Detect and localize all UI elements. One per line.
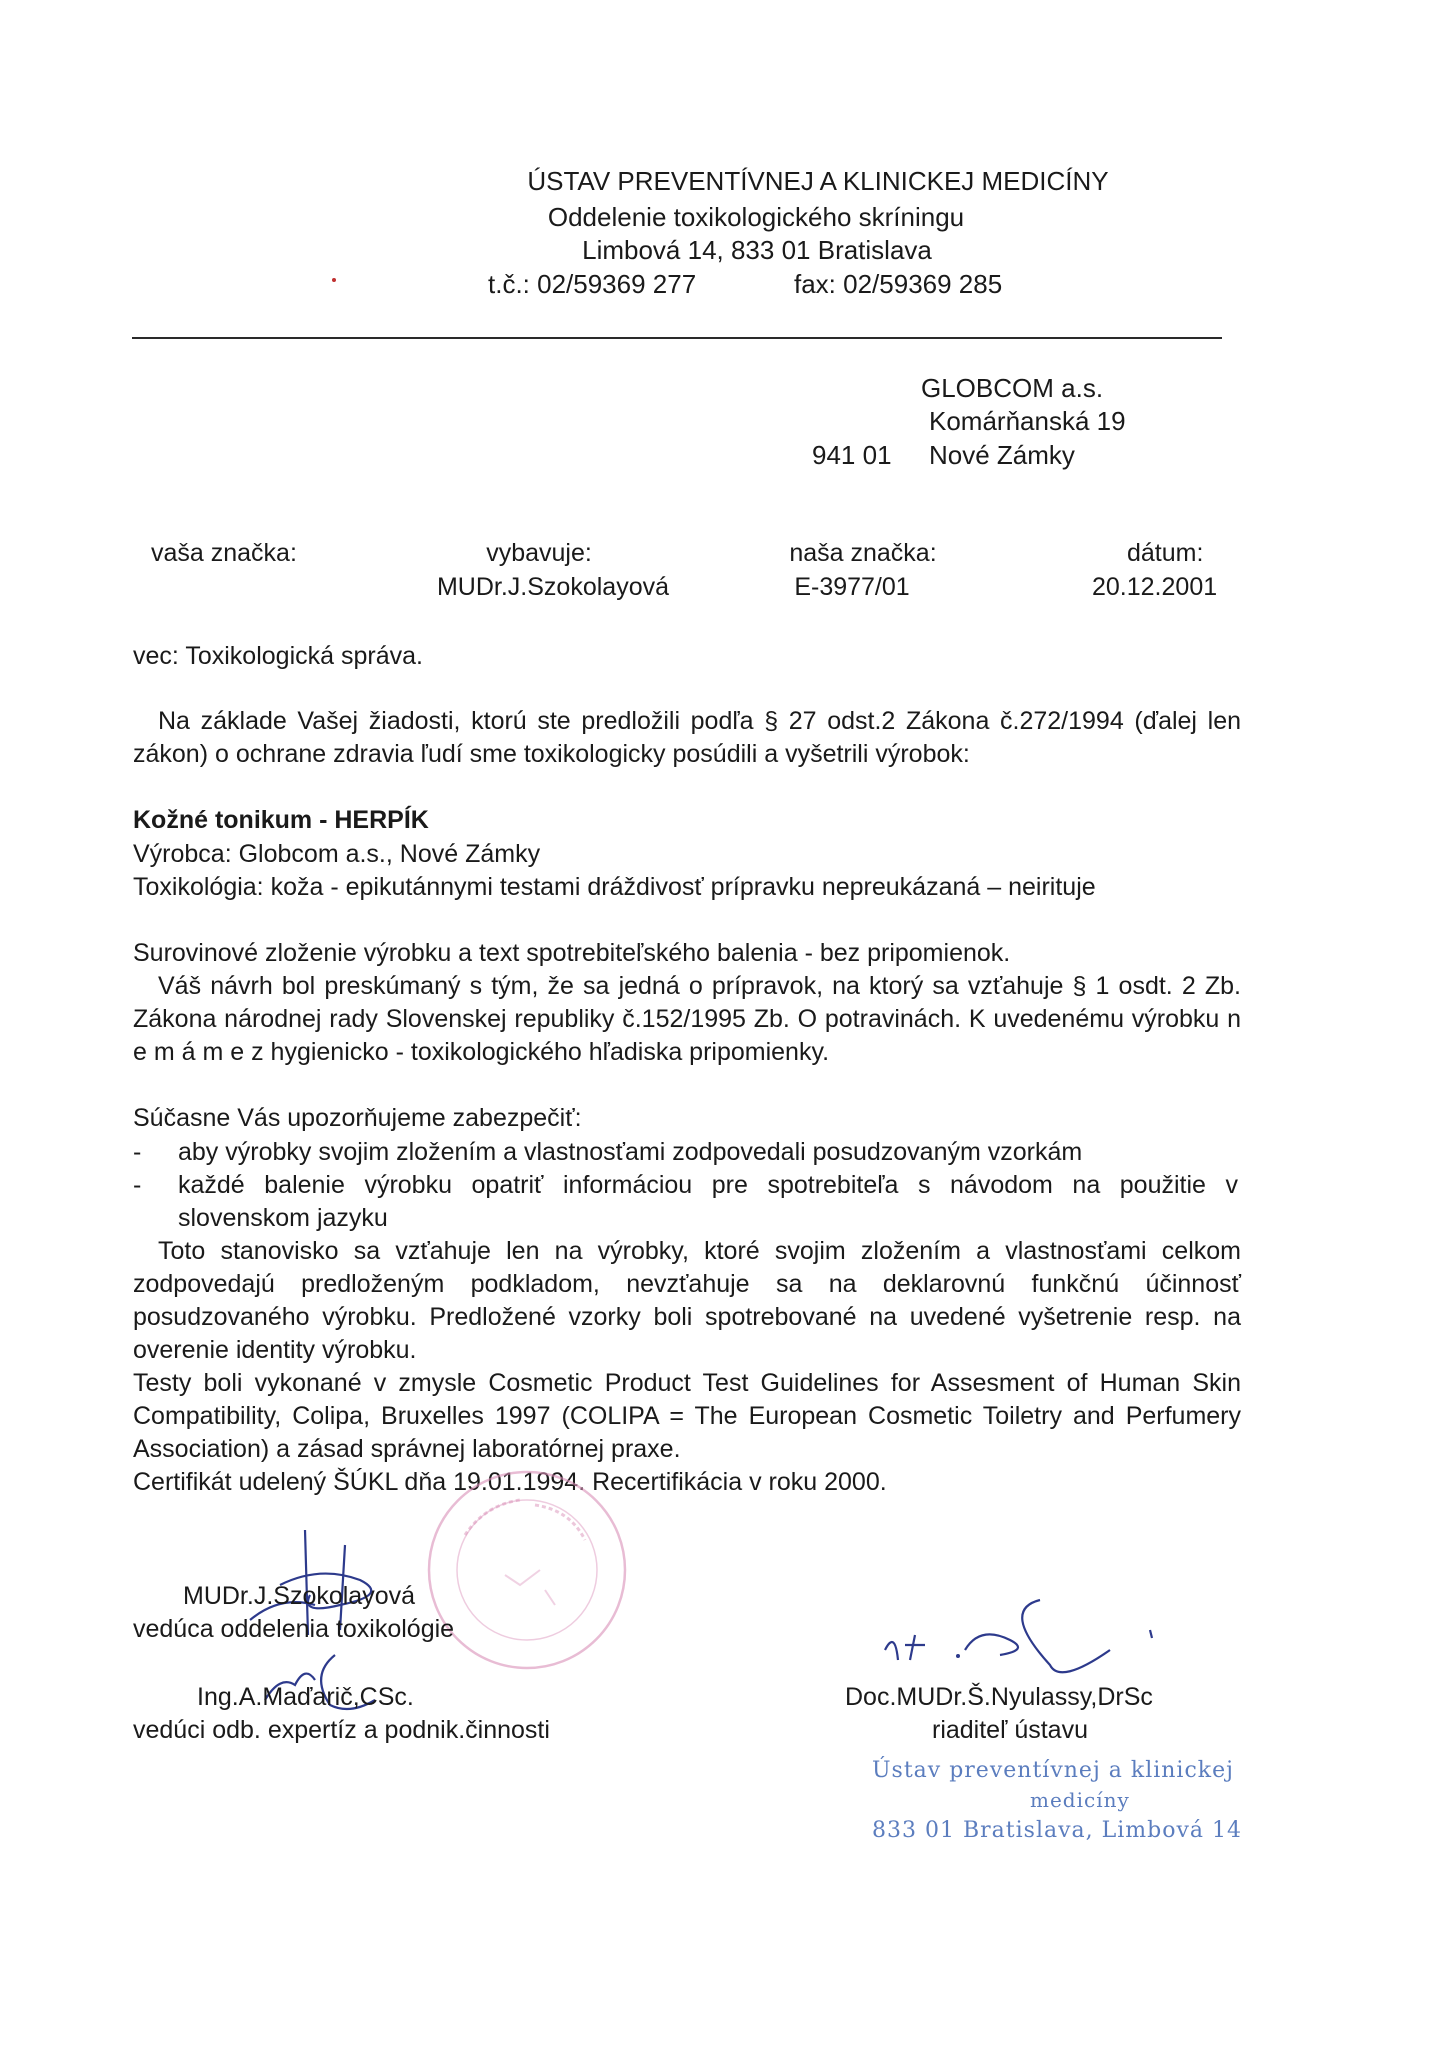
composition-line: Surovinové zloženie výrobku a text spotrebiteľského balenia - bez pripomienok. [133,939,1011,967]
signatory-2-name: Ing.A.Maďarič,CSc. [197,1683,414,1711]
recipient-postcode: 941 01 [812,440,892,470]
stamp-line-1: Ústav preventívnej a klinickej [872,1758,1234,1783]
header-rule [132,337,1222,339]
handled-by-name: MUDr.J.Szokolayová [436,573,670,601]
certificate-line: Certifikát udelený ŠÚKL dňa 19.01.1994. Recertifikácia v roku 2000. [133,1468,887,1496]
recipient-company: GLOBCOM a.s. [921,373,1104,403]
tests-paragraph: Testy boli vykonané v zmysle Cosmetic Product Test Guidelines for Assesment of Human Skin Compatibility, Colipa, Bruxelles 1997 (COLIPA = The European Cosmetic Toiletry and Perfumery Association) a zásad správnej laboratórnej praxe. [133,1369,1241,1463]
toxicology-line: Toxikológia: koža - epikutánnymi testami dráždivosť prípravku nepreukázaná – neirituje [133,873,1096,901]
bullet-dash: - [133,1138,142,1166]
mark-dot [332,278,336,282]
round-seal [395,1465,660,1680]
your-ref-label: vaša značka: [151,539,297,567]
manufacturer-line: Výrobca: Globcom a.s., Nové Zámky [133,840,541,868]
phone-number: t.č.: 02/59369 277 [488,269,697,299]
date-value: 20.12.2001 [1092,573,1218,601]
department-name: Oddelenie toxikologického skríningu [547,202,965,232]
institute-address: Limbová 14, 833 01 Bratislava [582,235,932,265]
signatory-1-role: vedúca oddelenia toxikológie [133,1615,455,1643]
fax-number: fax: 02/59369 285 [794,269,1003,299]
stamp-line-3: 833 01 Bratislava, Limbová 14 [872,1818,1242,1843]
notice-line: Súčasne Vás upozorňujeme zabezpečiť: [133,1104,582,1132]
bullet-item-1: aby výrobky svojim zložením a vlastnosťami zodpovedali posudzovaným vzorkám [178,1138,1083,1166]
intro-paragraph: Na základe Vašej žiadosti, ktorú ste predložili podľa § 27 odst.2 Zákona č.272/1994 (ďalej len zákon) o ochrane zdravia ľudí sme toxikologicky posúdili a vyšetrili výrobok: [133,707,1241,768]
proposal-paragraph: Váš návrh bol preskúmaný s tým, že sa jedná o prípravok, na ktorý sa vzťahuje § 1 osdt. 2 Zb. Zákona národnej rady Slovenskej republiky č.152/1995 Zb. O potravinách. K uvedenému výrobku n e m á m e z hygienicko - toxikologického hľadiska pripomienky. [133,972,1241,1066]
recipient-street: Komárňanská 19 [929,406,1126,436]
institute-name: ÚSTAV PREVENTÍVNEJ A KLINICKEJ MEDICÍNY [527,166,1109,196]
handled-by-label: vybavuje: [486,539,592,567]
bullet-item-2: každé balenie výrobku opatriť informáciou pre spotrebiteľa s návodom na použitie v slovenskom jazyku [178,1171,1238,1232]
bullet-dash: - [133,1171,142,1199]
stamp-line-2: medicíny [1030,1788,1130,1812]
scope-paragraph: Toto stanovisko sa vzťahuje len na výrobky, ktoré svojim zložením a vlastnosťami celkom zodpovedajú predloženým podkladom, nevzťahuje sa na deklarovnú funkčnú účinnosť posudzovaného výrobku. Predložené vzorky boli spotrebované na uvedené vyšetrenie resp. na overenie identity výrobku. [133,1237,1241,1364]
signatory-3-name: Doc.MUDr.Š.Nyulassy,DrSc [845,1683,1153,1711]
our-ref-number: E-3977/01 [794,573,910,601]
signatory-1-name: MUDr.J.Szokolayová [183,1582,416,1610]
recipient-city: Nové Zámky [929,440,1075,470]
date-label: dátum: [1127,539,1204,567]
our-ref-label: naša značka: [789,539,937,567]
product-name: Kožné tonikum - HERPÍK [133,806,429,834]
signatory-3-role: riaditeľ ústavu [932,1716,1088,1744]
subject-line: vec: Toxikologická správa. [133,642,423,670]
signatory-2-role: vedúci odb. expertíz a podnik.činnosti [133,1716,550,1744]
